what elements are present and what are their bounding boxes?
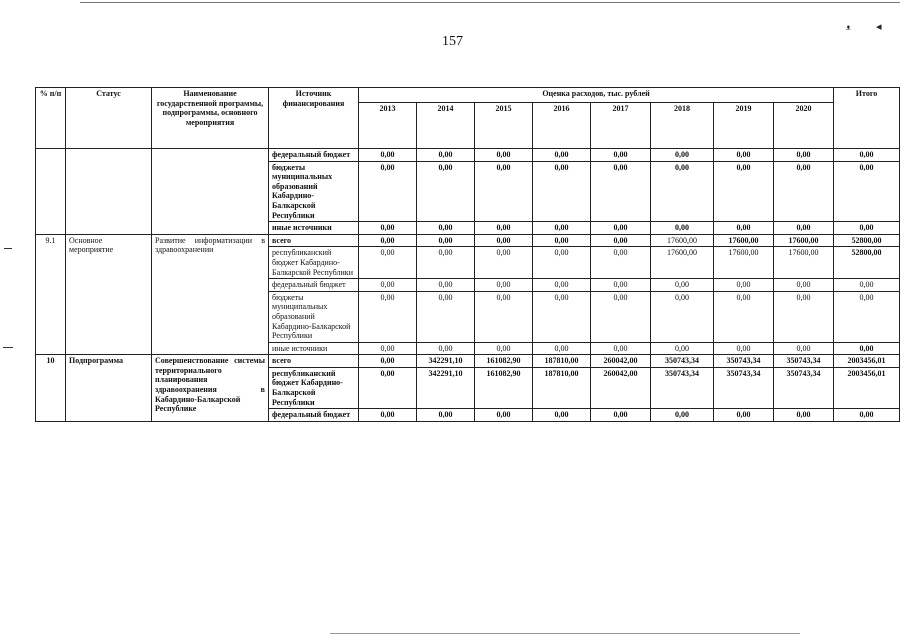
value-cell: 17600,00 <box>774 247 834 279</box>
source-cell: федеральный бюджет <box>269 279 359 292</box>
value-cell: 350743,34 <box>651 367 714 408</box>
value-cell: 350743,34 <box>774 367 834 408</box>
value-cell: 0,00 <box>417 247 475 279</box>
value-cell: 350743,34 <box>774 355 834 368</box>
cell-name: Развитие информатизации в здравоохранении <box>152 234 269 355</box>
value-cell: 0,00 <box>591 279 651 292</box>
value-cell: 17600,00 <box>651 234 714 247</box>
bottom-rule <box>330 633 800 634</box>
value-cell: 0,00 <box>533 234 591 247</box>
value-cell: 0,00 <box>651 161 714 222</box>
total-cell: 2003456,01 <box>834 355 900 368</box>
value-cell: 0,00 <box>651 149 714 162</box>
value-cell: 17600,00 <box>714 234 774 247</box>
header-row <box>36 88 900 103</box>
value-cell: 0,00 <box>591 149 651 162</box>
total-cell: 0,00 <box>834 149 900 162</box>
value-cell: 0,00 <box>714 161 774 222</box>
header-total: Итого <box>834 88 900 149</box>
value-cell: 260042,00 <box>591 367 651 408</box>
header-year: 2018 <box>651 103 714 149</box>
header-estimate: Оценка расходов, тыс. рублей <box>359 88 834 103</box>
total-cell: 0,00 <box>834 161 900 222</box>
value-cell: 161082,90 <box>475 367 533 408</box>
value-cell: 0,00 <box>475 247 533 279</box>
value-cell: 0,00 <box>359 355 417 368</box>
source-cell: бюджеты муниципальных образований Кабардино-Балкарской Республики <box>269 161 359 222</box>
cell-num: 9.1 <box>36 234 66 355</box>
total-cell: 52800,00 <box>834 247 900 279</box>
header-year: 2020 <box>774 103 834 149</box>
value-cell: 350743,34 <box>714 367 774 408</box>
cell-name: Совершенствование системы территориального планирования здравоохранения в Кабардино-Балкарской Республике <box>152 355 269 422</box>
value-cell: 0,00 <box>714 409 774 422</box>
header-year: 2013 <box>359 103 417 149</box>
header-source: Источник финансирования <box>269 88 359 149</box>
value-cell: 0,00 <box>417 291 475 342</box>
value-cell: 0,00 <box>533 149 591 162</box>
value-cell: 0,00 <box>359 149 417 162</box>
value-cell: 0,00 <box>714 291 774 342</box>
header-year: 2016 <box>533 103 591 149</box>
value-cell: 0,00 <box>475 161 533 222</box>
header-status: Статус <box>66 88 152 149</box>
value-cell: 0,00 <box>714 222 774 235</box>
value-cell: 0,00 <box>533 222 591 235</box>
source-cell: федеральный бюджет <box>269 149 359 162</box>
value-cell: 0,00 <box>591 247 651 279</box>
value-cell: 0,00 <box>774 222 834 235</box>
value-cell: 0,00 <box>359 279 417 292</box>
scan-mark: ◂ <box>876 21 882 33</box>
value-cell: 0,00 <box>475 222 533 235</box>
total-cell: 0,00 <box>834 222 900 235</box>
value-cell: 0,00 <box>591 291 651 342</box>
value-cell: 0,00 <box>533 161 591 222</box>
value-cell: 0,00 <box>591 342 651 355</box>
total-cell: 52800,00 <box>834 234 900 247</box>
value-cell: 161082,90 <box>475 355 533 368</box>
cell-status: Основное мероприятие <box>66 234 152 355</box>
value-cell: 0,00 <box>417 279 475 292</box>
margin-mark <box>3 347 13 348</box>
value-cell: 0,00 <box>774 279 834 292</box>
source-cell: всего <box>269 234 359 247</box>
value-cell: 0,00 <box>359 161 417 222</box>
value-cell: 187810,00 <box>533 367 591 408</box>
value-cell: 0,00 <box>359 247 417 279</box>
value-cell: 0,00 <box>533 291 591 342</box>
source-cell: республиканский бюджет Кабардино-Балкарской Республики <box>269 367 359 408</box>
value-cell: 17600,00 <box>651 247 714 279</box>
value-cell: 0,00 <box>651 409 714 422</box>
value-cell: 0,00 <box>417 222 475 235</box>
value-cell: 0,00 <box>475 234 533 247</box>
source-cell: иные источники <box>269 342 359 355</box>
value-cell: 0,00 <box>475 342 533 355</box>
source-cell: бюджеты муниципальных образований Кабардино-Балкарской Республики <box>269 291 359 342</box>
cell-status <box>66 149 152 235</box>
budget-table <box>35 87 900 422</box>
value-cell: 0,00 <box>774 342 834 355</box>
cell-status: Подпрограмма <box>66 355 152 422</box>
value-cell: 0,00 <box>714 149 774 162</box>
value-cell: 0,00 <box>591 409 651 422</box>
header-year: 2014 <box>417 103 475 149</box>
total-cell: 0,00 <box>834 291 900 342</box>
cell-num: 10 <box>36 355 66 422</box>
total-cell: 2003456,01 <box>834 367 900 408</box>
value-cell: 342291,10 <box>417 367 475 408</box>
value-cell: 0,00 <box>533 409 591 422</box>
header-year: 2017 <box>591 103 651 149</box>
value-cell: 0,00 <box>417 409 475 422</box>
value-cell: 0,00 <box>533 342 591 355</box>
value-cell: 0,00 <box>417 234 475 247</box>
header-year: 2019 <box>714 103 774 149</box>
top-rule <box>80 2 900 3</box>
total-cell: 0,00 <box>834 342 900 355</box>
value-cell: 0,00 <box>359 409 417 422</box>
cell-num <box>36 149 66 235</box>
value-cell: 0,00 <box>475 409 533 422</box>
value-cell: 0,00 <box>591 234 651 247</box>
value-cell: 0,00 <box>359 342 417 355</box>
value-cell: 0,00 <box>714 279 774 292</box>
value-cell: 0,00 <box>651 222 714 235</box>
value-cell: 0,00 <box>359 234 417 247</box>
source-cell: иные источники <box>269 222 359 235</box>
value-cell: 17600,00 <box>774 234 834 247</box>
source-cell: всего <box>269 355 359 368</box>
value-cell: 0,00 <box>417 161 475 222</box>
source-cell: федеральный бюджет <box>269 409 359 422</box>
header-year: 2015 <box>475 103 533 149</box>
total-cell: 0,00 <box>834 279 900 292</box>
total-cell: 0,00 <box>834 409 900 422</box>
value-cell: 0,00 <box>651 279 714 292</box>
value-cell: 0,00 <box>774 409 834 422</box>
value-cell: 0,00 <box>475 149 533 162</box>
table-row <box>36 149 900 162</box>
value-cell: 260042,00 <box>591 355 651 368</box>
value-cell: 0,00 <box>359 291 417 342</box>
header-num: % п/п <box>36 88 66 149</box>
value-cell: 0,00 <box>714 342 774 355</box>
value-cell: 0,00 <box>417 342 475 355</box>
table-row <box>36 355 900 368</box>
value-cell: 0,00 <box>591 161 651 222</box>
value-cell: 17600,00 <box>714 247 774 279</box>
value-cell: 0,00 <box>475 279 533 292</box>
value-cell: 350743,34 <box>651 355 714 368</box>
value-cell: 0,00 <box>533 279 591 292</box>
value-cell: 350743,34 <box>714 355 774 368</box>
value-cell: 0,00 <box>359 367 417 408</box>
scan-mark: ᴥ <box>846 22 851 32</box>
value-cell: 0,00 <box>475 291 533 342</box>
margin-mark <box>4 248 12 249</box>
table-row <box>36 234 900 247</box>
value-cell: 0,00 <box>774 149 834 162</box>
value-cell: 0,00 <box>651 291 714 342</box>
value-cell: 0,00 <box>774 161 834 222</box>
cell-name <box>152 149 269 235</box>
page-number: 157 <box>442 34 463 49</box>
value-cell: 0,00 <box>591 222 651 235</box>
value-cell: 342291,10 <box>417 355 475 368</box>
value-cell: 0,00 <box>774 291 834 342</box>
value-cell: 0,00 <box>533 247 591 279</box>
value-cell: 0,00 <box>651 342 714 355</box>
value-cell: 0,00 <box>417 149 475 162</box>
value-cell: 0,00 <box>359 222 417 235</box>
value-cell: 187810,00 <box>533 355 591 368</box>
header-name: Наименование государственной программы, подпрограммы, основного мероприятия <box>152 88 269 149</box>
source-cell: республиканский бюджет Кабардино-Балкарской Республики <box>269 247 359 279</box>
